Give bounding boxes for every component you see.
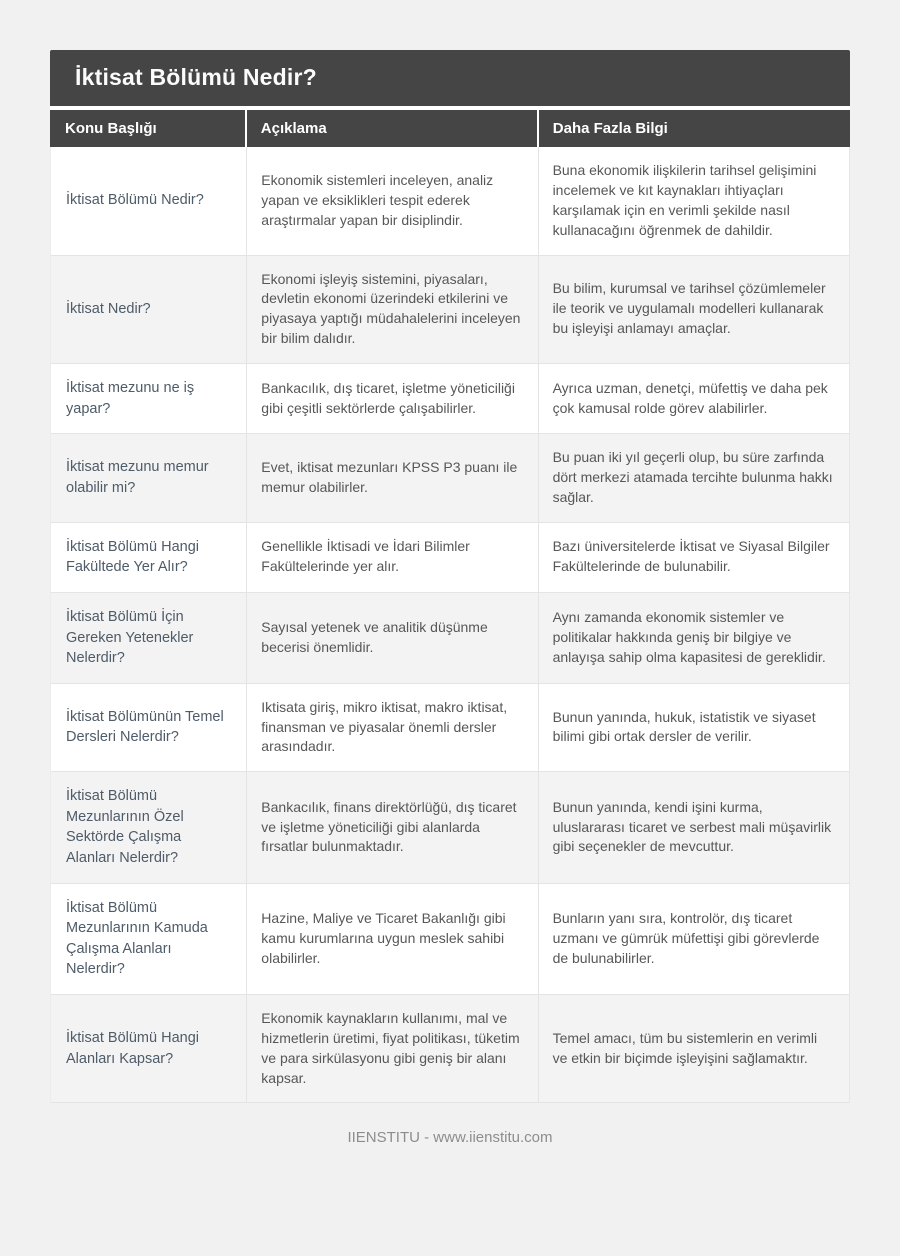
- description-cell: Sayısal yetenek ve analitik düşünme becerisi önemlidir.: [247, 593, 538, 683]
- more-info-cell: Bu puan iki yıl geçerli olup, bu süre zarfında dört merkezi atamada tercihte bulunma hakkı sağlar.: [552, 449, 833, 505]
- faq-table-card: [50, 50, 850, 1103]
- more-info-cell: Bu bilim, kurumsal ve tarihsel çözümlemeler ile teorik ve uygulamalı modelleri kullanarak bu işleyişi anlamayı amaçlar.: [552, 280, 826, 337]
- table-row: [51, 434, 849, 523]
- topic-cell: İktisat Bölümünün Temel Dersleri Nelerdir?: [51, 684, 247, 772]
- description-cell: Evet, iktisat mezunları KPSS P3 puanı ile memur olabilirler.: [247, 434, 538, 522]
- table-header-row: [50, 110, 850, 147]
- topic-cell: İktisat Bölümü Mezunlarının Özel Sektörde Çalışma Alanları Nelerdir?: [51, 772, 247, 882]
- topic-cell: İktisat mezunu ne iş yapar?: [51, 364, 247, 433]
- table-row: [51, 995, 849, 1104]
- topic-cell: İktisat mezunu memur olabilir mi?: [51, 434, 247, 522]
- description-cell: Hazine, Maliye ve Ticaret Bakanlığı gibi kamu kurumlarına uygun meslek sahibi olabilirler.: [247, 884, 538, 994]
- column-header-topic: Konu Başlığı: [50, 110, 247, 147]
- more-info-cell: Aynı zamanda ekonomik sistemler ve politikalar hakkında geniş bir bilgiye ve anlayışa sahip olma kapasitesi de gereklidir.: [552, 608, 826, 665]
- table-row: [51, 684, 849, 773]
- table-row: [51, 523, 849, 593]
- description-cell: Bankacılık, finans direktörlüğü, dış ticaret ve işletme yöneticiliği gibi alanlarda fırsatlar bulunmaktadır.: [247, 772, 538, 882]
- column-header-more-info: Daha Fazla Bilgi: [552, 120, 668, 137]
- table-row: [51, 884, 849, 995]
- table-row: [51, 593, 849, 684]
- more-info-cell: Bunun yanında, hukuk, istatistik ve siyaset bilimi gibi ortak dersler de verilir.: [552, 708, 816, 745]
- description-cell: Iktisata giriş, mikro iktisat, makro iktisat, finansman ve piyasalar önemli dersler arasındadır.: [247, 684, 538, 772]
- topic-cell: İktisat Bölümü Nedir?: [51, 147, 247, 255]
- description-cell: Bankacılık, dış ticaret, işletme yöneticiliği gibi çeşitli sektörlerde çalışabilirler.: [247, 364, 538, 433]
- more-info-cell: Bunların yanı sıra, kontrolör, dış ticaret uzmanı ve gümrük müfettişi gibi görevlerde de bulunabilirler.: [552, 909, 820, 966]
- more-info-cell: Temel amacı, tüm bu sistemlerin en verimli ve etkin bir biçimde işleyişini sağlamaktır.: [552, 1029, 818, 1066]
- table-row: [51, 256, 849, 365]
- more-info-cell: Ayrıca uzman, denetçi, müfettiş ve daha pek çok kamusal rolde görev alabilirler.: [552, 379, 828, 416]
- description-cell: Ekonomik kaynakların kullanımı, mal ve hizmetlerin üretimi, fiyat politikası, tüketim ve para sirkülasyonu gibi geniş bir alanı kapsar.: [247, 995, 538, 1103]
- description-cell: Genellikle İktisadi ve İdari Bilimler Fakültelerinde yer alır.: [247, 523, 538, 592]
- topic-cell: İktisat Bölümü Hangi Fakültede Yer Alır?: [51, 523, 247, 592]
- column-header-description: Açıklama: [247, 110, 539, 147]
- table-body: [50, 147, 850, 1103]
- topic-cell: İktisat Bölümü Mezunlarının Kamuda Çalışma Alanları Nelerdir?: [51, 884, 247, 994]
- footer-credit: IIENSTITU - www.iienstitu.com: [347, 1129, 553, 1147]
- more-info-cell: Buna ekonomik ilişkilerin tarihsel gelişimini incelemek ve kıt kaynakları ihtiyaçları karşılamak için en verimli şekilde nasıl kullanacağını öğrenmek de dahildir.: [552, 162, 817, 238]
- description-cell: Ekonomi işleyiş sistemini, piyasaları, devletin ekonomi üzerindeki etkilerini ve piyasaya yaptığı müdahalelerini inceleyen bir bilim dalıdır.: [247, 256, 538, 364]
- more-info-cell: Bazı üniversitelerde İktisat ve Siyasal Bilgiler Fakültelerinde de bulunabilir.: [552, 538, 830, 575]
- table-row: [51, 364, 849, 434]
- topic-cell: İktisat Bölümü İçin Gereken Yetenekler Nelerdir?: [51, 593, 247, 683]
- topic-cell: İktisat Nedir?: [51, 256, 247, 364]
- table-row: [51, 147, 849, 256]
- topic-cell: İktisat Bölümü Hangi Alanları Kapsar?: [51, 995, 247, 1103]
- table-row: [51, 772, 849, 883]
- more-info-cell: Bunun yanında, kendi işini kurma, uluslararası ticaret ve serbest mali müşavirlik gibi seçenekler de mevcuttur.: [552, 798, 832, 855]
- description-cell: Ekonomik sistemleri inceleyen, analiz yapan ve eksiklikleri tespit ederek araştırmalar yapan bir disiplindir.: [247, 147, 538, 255]
- page-title: İktisat Bölümü Nedir?: [50, 50, 850, 110]
